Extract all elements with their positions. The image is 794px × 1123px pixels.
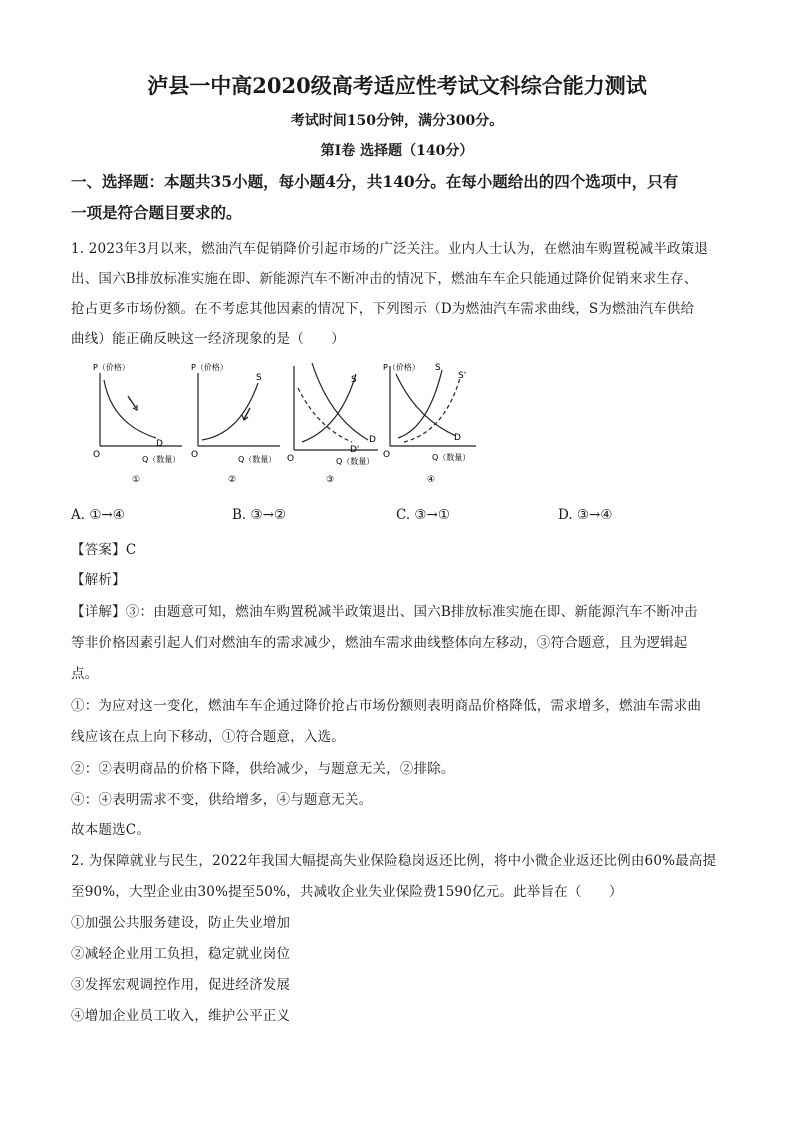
answer-value: C — [125, 542, 137, 558]
panel-3-origin: O — [287, 454, 295, 464]
panel-1-number: ① — [132, 475, 141, 485]
panel-3-demand-curve — [312, 363, 368, 440]
panel-3-s-label: S — [351, 375, 357, 385]
panel-1-y-label: P（价格） — [93, 363, 130, 372]
panel-2-s-label: S — [256, 373, 262, 383]
panel-1-arrow — [128, 396, 136, 408]
panel-1-d-label: D — [156, 439, 163, 449]
panel-2-y-label: P（价格） — [191, 363, 228, 372]
q1-stem-line-4: 曲线）能正确反映这一经济现象的是（ ） — [71, 331, 345, 347]
panel-4-origin: O — [383, 450, 391, 460]
panel-4-shifted-supply-curve — [404, 378, 460, 442]
detail-line-8: 故本题选C。 — [71, 822, 151, 838]
analysis-tag: 【解析】 — [71, 572, 126, 588]
panel-1-demand-curve — [104, 380, 156, 438]
panel-3-d-label: D — [369, 435, 376, 445]
detail-line-2: 等非价格因素引起人们对燃油车的需求减少，燃油车需求曲线整体向左移动，③符合题意，且为逻辑起 — [71, 635, 688, 651]
panel-3-shifted-demand-curve — [298, 388, 352, 442]
panel-2-x-label: Q（数量） — [238, 455, 277, 464]
exam-title: 泸县一中高2020级高考适应性考试文科综合能力测试 — [147, 73, 647, 98]
panel-1-x-label: Q（数量） — [142, 455, 181, 464]
panel-2-origin: O — [191, 450, 199, 460]
q1-option-c: C. ③→① — [396, 507, 450, 523]
instructions-line-2: 一项是符合题目要求的。 — [71, 203, 242, 222]
section-heading: 第Ⅰ卷 选择题（140分） — [320, 143, 474, 159]
q2-item-3: ③发挥宏观调控作用，促进经济发展 — [71, 977, 291, 993]
panel-1-origin: O — [93, 450, 101, 460]
q1-answer — [71, 538, 136, 558]
panel-4-s-label: S — [435, 363, 441, 373]
q2-item-2: ②减轻企业用工负担，稳定就业岗位 — [71, 946, 291, 962]
panel-2-supply-curve — [202, 383, 258, 440]
panel-3 — [294, 363, 378, 450]
panel-4-y-label: P（价格） — [383, 363, 420, 372]
q1-figure — [90, 358, 490, 492]
panel-3-x-label: Q（数量） — [336, 457, 375, 466]
panel-4-demand-curve — [396, 374, 456, 436]
panel-2 — [198, 373, 280, 446]
detail-line-7: ④：④表明需求不变，供给增多，④与题意无关。 — [71, 792, 373, 808]
q2-item-4: ④增加企业员工收入，维护公平正义 — [71, 1008, 291, 1024]
detail-line-4: ①：为应对这一变化，燃油车车企通过降价抢占市场份额则表明商品价格降低，需求增多，燃油车需求曲 — [71, 698, 702, 714]
panel-4-supply-curve — [398, 370, 442, 438]
q1-stem-line-2: 出、国六B排放标准实施在即、新能源汽车不断冲击的情况下，燃油车车企只能通过降价促销来求生存、 — [71, 271, 698, 287]
q1-option-a: A. ①→④ — [71, 507, 125, 523]
q2-stem-line-2: 至90%，大型企业由30%提至50%，共减收企业失业保险费1590亿元。此举旨在（ ） — [71, 884, 623, 900]
detail-line-1: 【详解】③：由题意可知，燃油车购置税减半政策退出、国六B排放标准实施在即、新能源汽车不断冲击 — [71, 604, 698, 620]
exam-duration: 考试时间150分钟，满分300分。 — [290, 113, 504, 129]
q1-figure-svg — [90, 358, 490, 488]
q2-item-1: ①加强公共服务建设，防止失业增加 — [71, 915, 291, 931]
panel-4-x-label: Q（数量） — [432, 453, 471, 462]
instructions-line-1: 一、选择题：本题共35小题，每小题4分，共140分。在每小题给出的四个选项中，只有 — [71, 172, 679, 191]
panel-2-number: ② — [228, 475, 237, 485]
q1-option-b: B. ③→② — [232, 507, 287, 523]
detail-line-3: 点。 — [71, 666, 99, 682]
q1-stem-line-3: 抢占更多市场份额。在不考虑其他因素的情况下，下列图示（D为燃油汽车需求曲线，S为燃油汽车供给 — [71, 301, 695, 317]
panel-4-sprime-label: S' — [458, 371, 467, 381]
q2-stem-line-1: 2. 为保障就业与民生，2022年我国大幅提高失业保险稳岗返还比例，将中小微企业返还比例由60%最高提 — [71, 853, 717, 869]
q1-stem-line-1: 1. 2023年3月以来，燃油汽车促销降价引起市场的广泛关注。业内人士认为，在燃油车购置税减半政策退 — [71, 241, 709, 257]
detail-line-6: ②：②表明商品的价格下降，供给减少，与题意无关，②排除。 — [71, 761, 455, 777]
panel-4-number: ④ — [427, 475, 436, 485]
panel-3-dprime-label: D' — [350, 445, 360, 455]
panel-4-d-label: D — [454, 433, 461, 443]
panel-1 — [100, 373, 182, 446]
answer-tag: 【答案】 — [71, 542, 126, 558]
panel-3-number: ③ — [326, 475, 335, 485]
detail-line-5: 线应该在点上向下移动，①符合题意，入选。 — [71, 729, 345, 745]
q1-option-d: D. ③→④ — [558, 507, 613, 523]
